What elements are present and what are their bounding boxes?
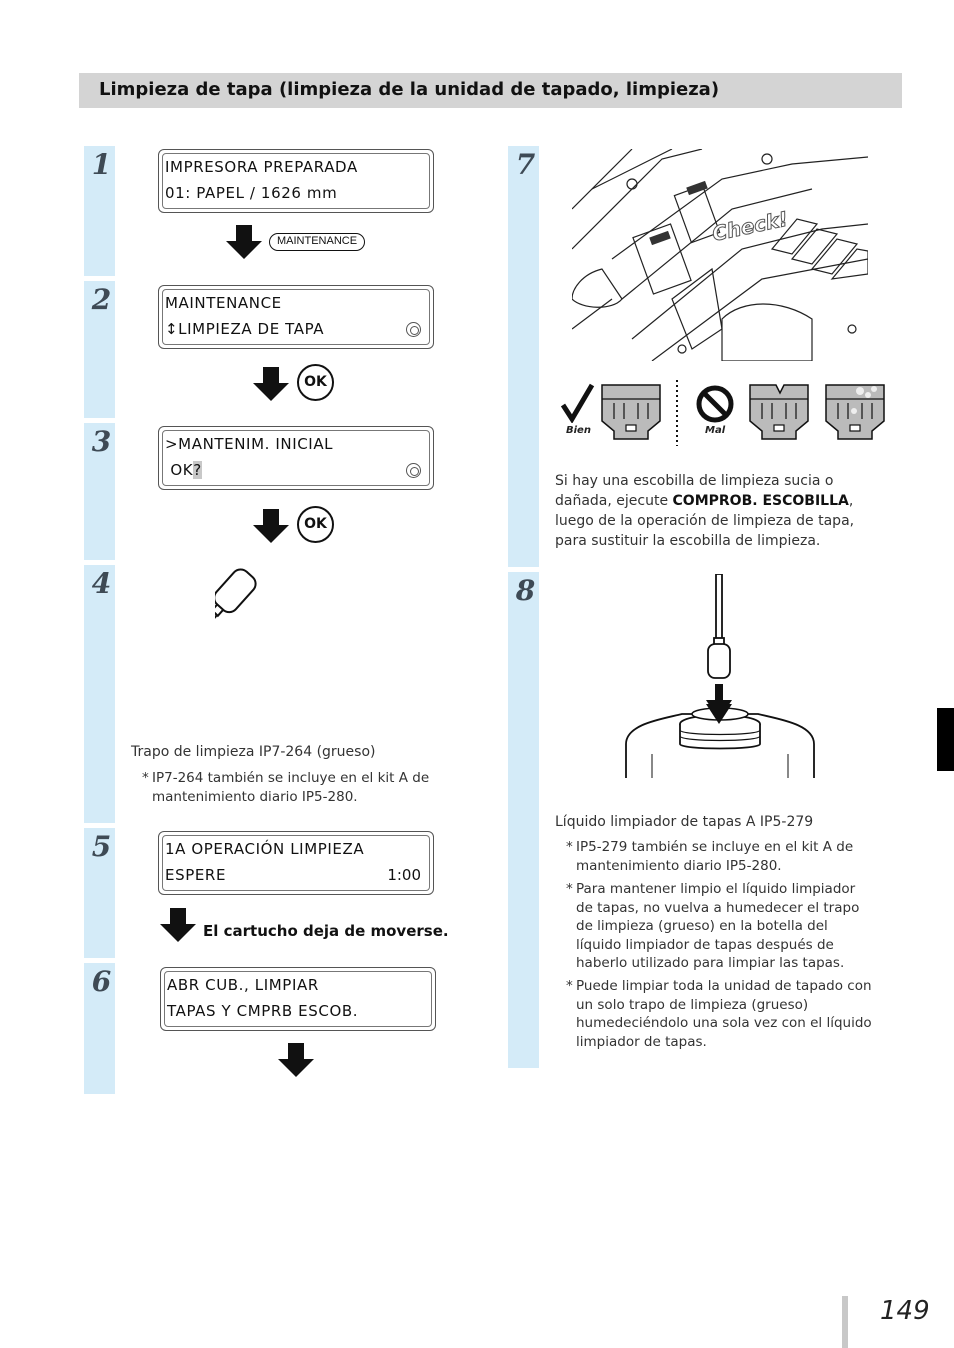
step-number: 8: [515, 574, 536, 607]
liquid-note-1: * IP5-279 también se incluye en el kit A de mantenimiento diario IP5-280.: [566, 839, 854, 874]
lcd-display-step5: [158, 831, 434, 895]
step-strip-4: [84, 565, 115, 823]
lcd-display-step6: [160, 967, 436, 1031]
step-number: 3: [91, 425, 112, 458]
wiper-good-check-icon: [560, 383, 595, 423]
down-arrow-icon: [253, 367, 289, 401]
down-arrow-icon: [253, 509, 289, 543]
swab-caption: Trapo de limpieza IP7-264 (grueso): [131, 744, 376, 760]
bad-label: Mal: [705, 425, 726, 436]
ok-button[interactable]: OK: [297, 364, 334, 401]
chapter-tab: [937, 708, 954, 771]
down-arrow-icon: [278, 1043, 314, 1077]
lcd-line: >MANTENIM. INICIAL: [165, 435, 334, 453]
step-number: 6: [91, 965, 112, 998]
lcd-line: 01: PAPEL / 1626 mm: [165, 184, 338, 202]
page-number-bar: [842, 1296, 848, 1348]
carriage-stop-caption: El cartucho deja de moverse.: [203, 922, 449, 940]
cleaning-liquid-bottle-illustration: [622, 574, 818, 780]
wiper-check-text: Si hay una escobilla de limpieza sucia o dañada, ejecute COMPROB. ESCOBILLA, luego de la operación de limpieza de tapa, para sustituir la escobilla de limpieza.: [555, 473, 855, 549]
liquid-caption: Líquido limpiador de tapas A IP5-279: [555, 814, 814, 830]
step-number: 7: [515, 148, 536, 181]
section-title-bar: [79, 73, 902, 108]
prohibited-icon: [695, 384, 735, 424]
lcd-text: OK: [165, 461, 194, 479]
step-number: 1: [91, 148, 112, 181]
down-arrow-icon: [160, 908, 196, 942]
ok-button[interactable]: OK: [297, 506, 334, 543]
check-label: Check!: [710, 206, 791, 246]
maintenance-button[interactable]: MAINTENANCE: [269, 233, 365, 251]
step-number: 5: [91, 830, 112, 863]
step-number: 2: [91, 283, 112, 316]
step-strip-7: [508, 146, 539, 567]
divider-dotted: [675, 380, 679, 446]
lcd-line: 1A OPERACIÓN LIMPIEZA: [165, 840, 365, 858]
lcd-display-step2: [158, 285, 434, 349]
lcd-line: [165, 461, 202, 479]
liquid-note-2: * Para mantener limpio el líquido limpiador de tapas, no vuelva a humedecer el trapo de limpieza (grueso) en la botella del líquido limpiador de tapas después de haberlo utilizado para limpiar las tapas.: [566, 881, 860, 971]
step-strip-8: [508, 572, 539, 1068]
lcd-line: TAPAS Y CMPRB ESCOB.: [167, 1002, 359, 1020]
lcd-display-step1: [158, 149, 434, 213]
liquid-note-3: * Puede limpiar toda la unidad de tapado con un solo trapo de limpieza (grueso) humedeciéndolo una sola vez con el líquido limpiador de tapas.: [566, 978, 872, 1050]
swab-note: * IP7-264 también se incluye en el kit A de mantenimiento diario IP5-280.: [142, 770, 430, 805]
wiper-good-illustration: [600, 383, 662, 441]
good-label: Bien: [566, 425, 591, 436]
capping-unit-illustration: [572, 149, 868, 361]
lcd-display-step3: [158, 426, 434, 490]
step-number: 4: [91, 567, 112, 600]
dial-icon: [406, 322, 421, 337]
wiper-dirty-illustration: [824, 383, 886, 441]
lcd-line: ↕LIMPIEZA DE TAPA: [165, 320, 325, 338]
cleaning-swab-illustration: [215, 568, 380, 723]
lcd-line: ESPERE: [165, 866, 227, 884]
down-arrow-icon: [226, 225, 262, 259]
wiper-damaged-illustration: [748, 383, 810, 441]
dial-icon: [406, 463, 421, 478]
lcd-line: MAINTENANCE: [165, 294, 282, 312]
countdown-timer: 1:00: [387, 866, 421, 884]
lcd-line: ABR CUB., LIMPIAR: [167, 976, 319, 994]
page-number: 149: [880, 1296, 930, 1326]
lcd-cursor: ?: [193, 461, 202, 479]
page-title: Limpieza de tapa (limpieza de la unidad de tapado, limpieza): [99, 79, 720, 100]
comprob-escobilla-label: COMPROB. ESCOBILLA: [672, 493, 849, 509]
lcd-line: IMPRESORA PREPARADA: [165, 158, 358, 176]
